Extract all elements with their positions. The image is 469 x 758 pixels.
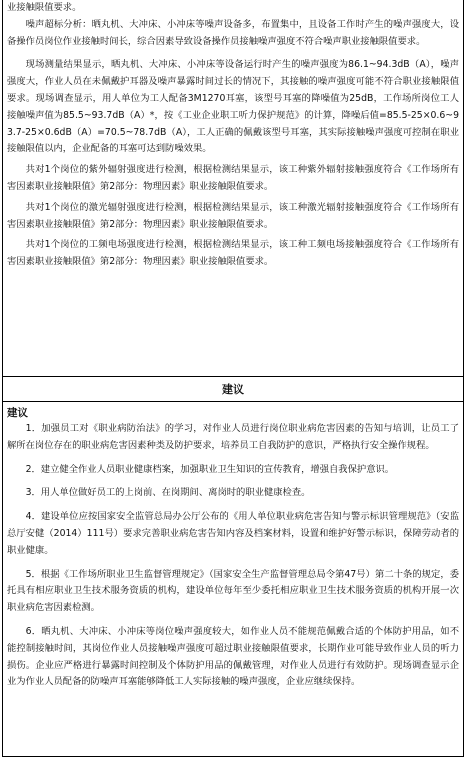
suggestion-item: 2．建立健全作业人员职业健康档案，加强职业卫生知识的宣传教育，增强自我保护意识。: [25, 463, 395, 475]
suggestions-heading: 建议: [7, 407, 28, 419]
suggestion-item: 6．晒丸机、大冲床、小冲床等岗位噪声强度较大，如作业人员不能规范佩戴合适的个体防护用品，如不能控制接触时间，其岗位作业人员接触噪声强度可超过职业接触限值要求，长期作业可能导致作业人员的听力损伤。企业应严格进行暴露时间控制及个体防护用品的佩戴管理，对作业人员进行有效防护。现场调查显示企业为作业人员配备的防噪声耳塞能够降低工人实际接触的噪声强度，企业应继续保持。: [7, 625, 459, 688]
continuation-line: 业接触限值要求。: [7, 2, 82, 13]
power-frequency-field-paragraph: 共对1个岗位的工频电场强度进行检测，根据检测结果显示，该工种工频电场接触强度符合《工作场所有害因素职业接触限值》第2部分：物理因素》职业接触限值要求。: [7, 239, 459, 268]
suggestions-section: [3, 402, 463, 691]
suggestion-item: 1．加强员工对《职业病防治法》的学习，对作业人员进行岗位职业病危害因素的告知与培训，让员工了解所在岗位存在的职业病危害因素种类及防护要求，培养员工自我防护的意识，严格执行安全操作规程。: [7, 423, 459, 451]
noise-exceed-analysis: 噪声超标分析：晒丸机、大冲床、小冲床等噪声设备多，布置集中，且设备工作时产生的噪声强度大，设备操作员岗位作业接触时间长，综合因素导致设备操作员接触噪声强度不符合噪声职业接触限值要求。: [7, 18, 459, 47]
uv-radiation-paragraph: 共对1个岗位的紫外辐射强度进行检测，根据检测结果显示，该工种紫外辐射接触强度符合《工作场所有害因素职业接触限值》第2部分：物理因素》职业接触限值要求。: [7, 164, 459, 192]
laser-radiation-paragraph: 共对1个岗位的激光辐射强度进行检测，根据检测结果显示，该工种激光辐射接触强度符合《工作场所有害因素职业接触限值》第2部分：物理因素》职业接触限值要求。: [7, 201, 459, 230]
suggestion-item: 4．建设单位应按国家安全监管总局办公厅公布的《用人单位职业病危害告知与警示标识管理规范》（安监总厅安健（2014）111号）要求完善职业病危害告知内容及档案材料，设置和维护好警示标识，保障劳动者的职业健康。: [7, 511, 459, 556]
suggestion-section-title: 建议: [3, 376, 463, 402]
noise-analysis-section: [3, 0, 463, 376]
report-table: [2, 0, 464, 757]
field-measurement-paragraph: 现场测量结果显示，晒丸机、大冲床、小冲床等设备运行时产生的噪声强度为86.1~94.3dB（A），噪声强度大，作业人员在未佩戴护耳器及噪声暴露时间过长的情况下，其接触的噪声强度可能不符合职业接触限值要求。现场调查显示，用人单位为工人配备3M1270耳塞，该型号耳塞的降噪值为25dB，工作场所岗位工人接触噪声值为85.5~93.7dB（A）*，按《工业企业职工听力保护规范》的计算，降噪后值=85.5-25×0.6~93.7-25×0.6dB（A）=70.5~78.7dB（A），工人正确的佩戴该型号耳塞，其实际接触噪声强度可控制在职业接触限值以内，企业配备的耳塞可达到防噪效果。: [7, 59, 459, 155]
suggestion-item: 3．用人单位做好员工的上岗前、在岗期间、离岗时的职业健康检查。: [25, 487, 311, 499]
suggestion-item: 5．根据《工作场所职业卫生监督管理规定》（国家安全生产监督管理总局令第47号）第二十条的规定，委托具有相应职业卫生技术服务资质的机构，建设单位每年至少委托相应职业卫生技术服务资质的机构开展一次职业病危害因素检测。: [7, 568, 459, 614]
